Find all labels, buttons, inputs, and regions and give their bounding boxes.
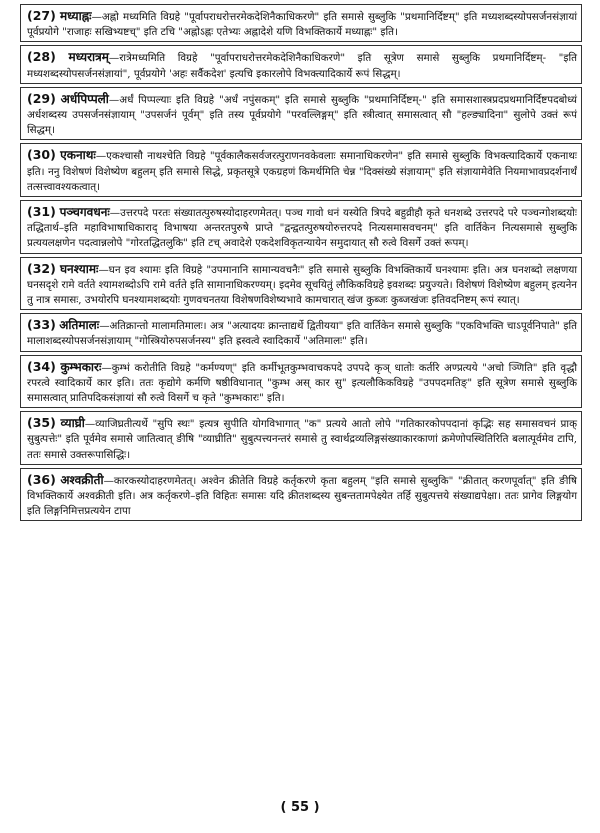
entry-35 (20, 411, 582, 465)
entry-29 (20, 87, 582, 141)
entry-headword: कुम्भकारः (60, 359, 102, 374)
entry-text: —अर्धं पिप्पल्याः इति विग्रहे "अर्धं नपुंसकम्" इति समासे सुब्लुकि "प्रथमानिर्दिष्टम्-" इति समासशास्त्रप्रदप्रथमानिर्दिष्टपदबोध्यं अर्धशब्दस्य उपसर्जनसंज्ञायाम् "उपसर्जनं पूर्वम्" इति तस्य पूर्वप्रयोगे "परवल्लिङ्गम्" इति स्त्रीत्वात् समासत्वात् सौ "हल्ङ्यादिना" सुलोपे उक्तं रूपं सिद्धम्। (27, 93, 577, 137)
entry-headword: मध्यरात्रम् (68, 50, 109, 65)
entry-headword: व्याघ्री (60, 416, 85, 431)
entry-number: (29) (27, 90, 56, 106)
entry-number: (30) (27, 147, 56, 163)
entry-32 (20, 257, 582, 311)
entry-text: —घन इव श्यामः इति विग्रहे "उपमानानि सामान्यवचनैः" इति समासे सुब्लुकि विभक्तिकार्ये घनश्यामः इति। अत्र घनशब्दो लक्षणया घनसदृशे रामे वर्तते श्यामशब्दोऽपि रामे वर्तते इति सामानाधिकरण्यम्। इदमेव सूचयितुं लौकिकविग्रहे इवशब्दः प्रयुज्यते। विशेषणं विशेष्येण बहुलम् इत्यनेन तु नात्र समासः, उभयोरपि घनश्यामशब्दयोः गुणवचनतया विशेषणविशेष्यभावे कामचारात् खंज कुब्जः कुब्जखंजः इतिवदनिष्टम् रूपं स्यात्। (27, 263, 577, 307)
entry-headword: एकनाथः (60, 148, 96, 163)
entry-number: (31) (27, 204, 56, 220)
entry-27 (20, 4, 582, 42)
entry-headword: मध्याह्नः (59, 9, 92, 23)
entry-text: —रात्रेमध्यमिति विग्रहे "पूर्वापराधरोत्तरमेकदेशिनैकाधिकरणे" इति सूत्रेण समासे सुब्लुकि प्रथमानिर्दिष्टम्- "इति मध्यशब्दस्योपसर्जनसंज्ञायां", पूर्वप्रयोगे 'अहः सर्वैकदेश' इत्यचि इकारलोपे विभक्त्यादिकार्ये रूपं सिद्धम्। (27, 52, 577, 80)
page-number: ( 55 ) (280, 800, 320, 815)
entry-text: —कुम्भं करोतीति विग्रहे "कर्मण्यण्" इति कर्मीभूतकुम्भवाचकपदे उपपदे कृञ् धातोः कर्तरि अण्प्रत्यये "अचो ञ्णिति" इति वृद्धौ रपरत्वे स्वादिकार्ये कार इति। ततः कृद्योगे कर्मणि षष्ठीविधानात् "कुम्भ अस् कार सु" इत्यलौकिकविग्रहे "उपपदमतिङ्" इति सूत्रेण समासे सुब्लुकि समासत्वात् प्रातिपदिकसंज्ञायां सौ रुत्वे विसर्गे च कृते "कुम्भकारः" इति। (27, 361, 577, 405)
entry-text: —व्याजिघ्रतीत्यर्थे "सुपि स्थः" इत्यत्र सुपीति योगविभागात् "क" प्रत्यये आतो लोपे "गतिकारकोपपदानां कृद्भिः सह समासवचनं प्राक् सुबुत्पत्तेः" इति पूर्वमेव समासे जातित्वात् ङीषि "व्याघ्रीति" सुबुत्पत्त्यनन्तरं समासे तु स्वार्थद्रव्यलिङ्गसंख्याकारकाणां क्रमेणोपस्थितिरिति बलात्पूर्वमेव टापि, ततः समासे उक्तरूपासिद्धिः। (27, 418, 577, 461)
entry-headword: अर्धपिप्पली (60, 91, 109, 106)
entry-34 (20, 355, 582, 409)
entry-number: (33) (27, 317, 56, 333)
entry-30 (20, 143, 582, 197)
entry-number: (34) (27, 358, 56, 374)
entry-31 (20, 200, 582, 254)
entry-number: (35) (27, 415, 56, 431)
entry-headword: अतिमालः (59, 318, 100, 333)
entry-text: —एकश्चासौ नाथश्चेति विग्रहे "पूर्वकालैकसर्वजरत्पुराणनवकेवलाः समानाधिकरणेन" इति समासे सुब्लुकि विभक्त्यादिकार्ये एकनाथः इति। ननु विशेषणं विशेष्येण बहुलम् इति समासे सिद्धे, प्रकृतसूत्रे एकग्रहणं किमर्थमिति चेन्न "दिक्संख्ये संज्ञायाम्" इति संज्ञायामेवेति नियमाभावप्रदर्शनार्थं तत्सत्त्वावश्यकत्वात्। (27, 150, 577, 193)
entry-28 (20, 45, 582, 83)
entry-33 (20, 313, 582, 351)
entry-headword: अश्वक्रीती (60, 472, 104, 487)
entry-number: (27) (27, 8, 56, 23)
entry-text: —कारकस्योदाहरणमेतत्। अश्वेन क्रीतेति विग्रहे कर्तृकरणे कृता बहुलम् "इति समासे सुब्लुकि" "क्रीतात् करणपूर्वात्" इति ङीषि विभक्तिकार्ये अश्वक्रीती इति। अत्र कर्तृकरणे–इति विहितः समासः यदि क्रीतशब्दस्य सुबन्ततामपेक्ष्येत तर्हि सुबुत्पत्तये संख्याद्यपेक्षा। ततः प्रागेव लिङ्गयोग इति लिङ्गनिमित्तप्रत्ययेन टापा (27, 474, 577, 518)
entry-number: (36) (27, 471, 56, 487)
entry-36 (20, 468, 582, 522)
entry-headword: घनश्यामः (59, 261, 99, 276)
entry-text: —अतिक्रान्तो मालामतिमालः। अत्र "अत्यादयः क्रान्ताद्यर्थे द्वितीयया" इति वार्तिकेन समासे सुब्लुकि "एकविभक्ति चाऽपूर्वनिपाते" इति मालाशब्दस्योपसर्जनसंज्ञायाम् "गोस्त्रियोरुपसर्जनस्य" इति ह्रस्वत्वे स्वादिकार्ये "अतिमालः" इति। (27, 320, 577, 348)
entry-text: —अह्नो मध्यमिति विग्रहे "पूर्वापराधरोत्तरमेकदेशिनैकाधिकरणे" इति समासे सुब्लुकि "प्रथमानिर्दिष्टम्" इति मध्यशब्दस्योपसर्जनसंज्ञायां पूर्वप्रयोगे "राजाहः सखिभ्यष्टच्" इति टचि "अह्नोऽह्नः एतेभ्यः अह्नादेशे यणि विभक्तिकार्ये मध्याह्नः" इति। (27, 11, 577, 39)
entry-number: (28) (27, 49, 56, 65)
entry-number: (32) (27, 260, 56, 276)
entry-text: —उत्तरपदे परतः संख्यातत्पुरुषस्योदाहरणमेतत्। पञ्च गावो धनं यस्येति त्रिपदे बहुव्रीहौ कृते धनशब्दे उत्तरपदे परे पञ्चन्गोशब्दयोः तद्धितार्थ–इति महाविभाषाधिकाराद् विभाषया अन्तरतपुरुषे प्राप्ते "द्वन्द्वतत्पुरुषयोरुत्तरपदे नित्यसमासवचनम्" इति वार्तिकेन नित्यसमासे सुब्लुकि प्रत्ययलक्षणेन पदत्वान्नलोपे "गोरतद्धितलुकि" इति टच् अवादेशे एकदेशविकृतन्यायेन समुदायात् सौ रुत्वे विसर्गे उक्तं रूपम्। (27, 207, 577, 250)
entry-headword: पञ्चगवधनः (59, 205, 110, 220)
